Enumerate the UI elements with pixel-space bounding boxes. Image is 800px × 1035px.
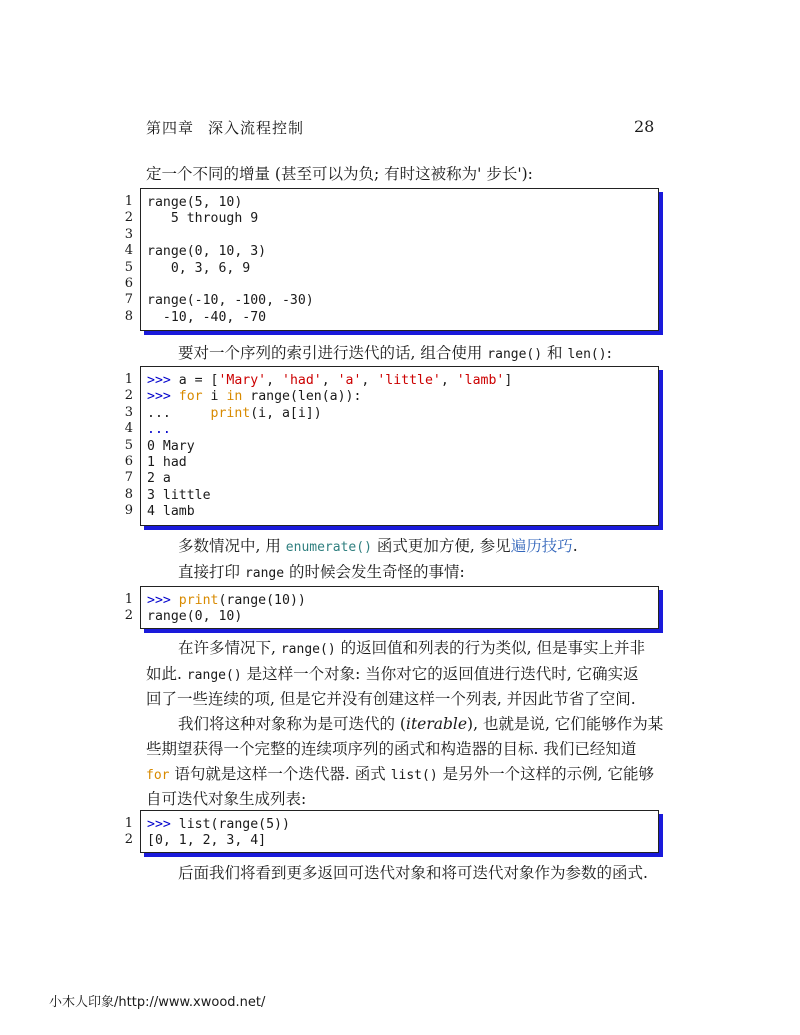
code-line: 1 had <box>147 454 187 470</box>
paragraph-range-object-l2: 如此. range() 是这样一个对象: 当你对它的返回值进行迭代时, 它确实返 <box>146 665 639 683</box>
inline-code-len: len() <box>567 347 607 362</box>
code-block-print-range <box>140 586 659 629</box>
code-line: 2 a <box>147 471 171 487</box>
inline-code-range: range <box>244 566 285 581</box>
code-line: 0 Mary <box>147 438 195 454</box>
chapter-title: 深入流程控制 <box>208 119 305 137</box>
chapter-label: 第四章 <box>146 119 195 137</box>
paragraph-print-range: 直接打印 range 的时候会发生奇怪的事情: <box>178 563 465 581</box>
code-line: 5 through 9 <box>147 211 259 227</box>
page-number: 28 <box>634 117 655 136</box>
code-line <box>141 277 658 293</box>
paragraph-index-iteration: 要对一个序列的索引进行迭代的话, 组合使用 range() 和 len(): <box>178 344 612 362</box>
code1-line-numbers: 1 2 3 4 5 6 7 8 <box>124 194 133 324</box>
paragraph-range-object-l3: 回了一些连续的项, 但是它并没有创建这样一个列表, 并因此节省了空间. <box>146 690 636 708</box>
inline-code-range: range() <box>487 347 543 362</box>
code-line: range(0, 10, 3) <box>147 244 267 260</box>
footer-watermark: 小木人印象/http://www.xwood.net/ <box>49 995 266 1010</box>
code-line: range(5, 10) <box>147 195 243 210</box>
code-line: ... <box>147 422 171 438</box>
paragraph-range-object-l1: 在许多情况下, range() 的返回值和列表的行为类似, 但是事实上并非 <box>178 639 645 657</box>
code-line: -10, -40, -70 <box>147 309 267 325</box>
code-line: 0, 3, 6, 9 <box>147 260 251 276</box>
running-header <box>146 117 318 138</box>
code-line: 3 little <box>147 487 211 503</box>
link-iteration-tips[interactable]: 遍历技巧 <box>510 537 573 555</box>
paragraph-iterable-l4: 自可迭代对象生成列表: <box>146 790 307 808</box>
code-line: range(0, 10) <box>147 609 243 625</box>
paragraph-enumerate-tip: 多数情况中, 用 enumerate() 函式更加方便, 参见遍历技巧. <box>178 537 578 555</box>
code2-line-numbers: 1 2 3 4 5 6 7 8 9 <box>124 372 133 519</box>
code-line: range(-10, -100, -30) <box>147 293 314 309</box>
paragraph-iterable-l2: 些期望获得一个完整的连续项序列的函式和构造器的目标. 我们已经知道 <box>146 740 637 758</box>
code-line: >>> a = ['Mary', 'had', 'a', 'little', 'lamb'] <box>147 373 513 388</box>
code-line <box>141 228 658 244</box>
paragraph-iterable-l3: for 语句就是这样一个迭代器. 函式 list() 是另外一个这样的示例, 它能够 <box>146 765 654 783</box>
paragraph-intro: 定一个不同的增量 (甚至可以为负; 有时这被称为' 步长'): <box>146 165 533 183</box>
code-line: 4 lamb <box>147 504 195 520</box>
paragraph-iterable-l1: 我们将这种对象称为是可迭代的 (iterable), 也就是说, 它们能够作为某 <box>178 715 664 733</box>
code-block-enumerate-list <box>140 366 659 526</box>
code4-line-numbers: 1 2 <box>124 816 133 848</box>
code-block-range-examples <box>140 188 659 331</box>
code3-line-numbers: 1 2 <box>124 592 133 624</box>
code-block-list-range <box>140 810 659 853</box>
code-line: >>> list(range(5)) <box>147 817 290 832</box>
inline-code-enumerate: enumerate() <box>285 540 372 555</box>
code-line: ... print(i, a[i]) <box>147 405 322 421</box>
code-line: [0, 1, 2, 3, 4] <box>147 833 267 849</box>
paragraph-closing: 后面我们将看到更多返回可迭代对象和将可迭代对象作为参数的函式. <box>178 864 648 882</box>
code-line: >>> print(range(10)) <box>147 593 306 608</box>
code-line: >>> for i in range(len(a)): <box>147 389 362 405</box>
